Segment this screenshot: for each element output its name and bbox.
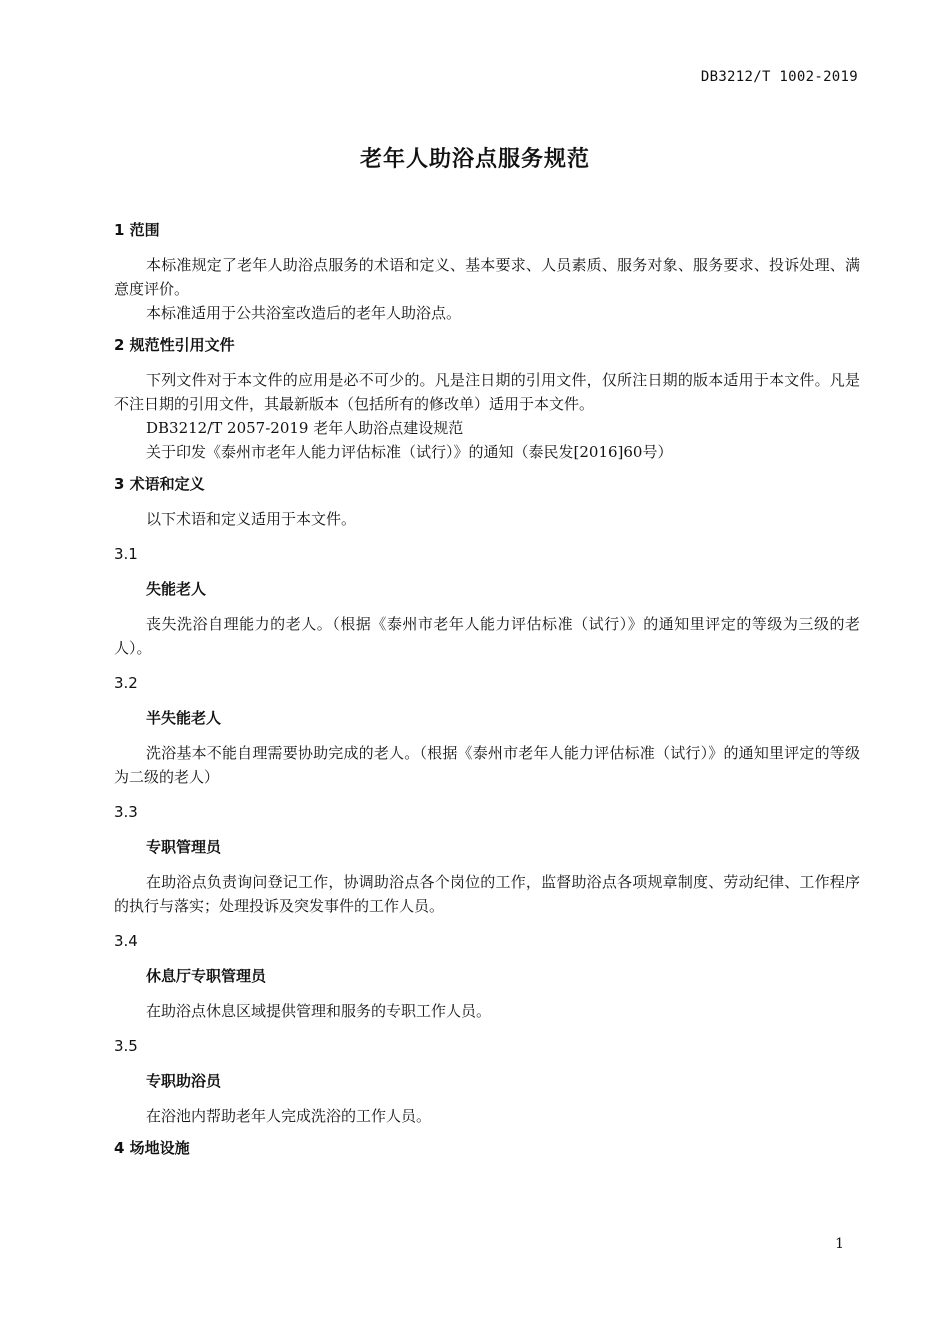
term-definition: 在助浴点负责询问登记工作，协调助浴点各个岗位的工作，监督助浴点各项规章制度、劳动纪律、工作程序的执行与落实；处理投诉及突发事件的工作人员。: [114, 873, 860, 915]
term-name: 半失能老人: [146, 709, 222, 727]
section-heading-normative-references: 2 规范性引用文件: [114, 336, 235, 354]
reference-item-2: 关于印发《泰州市老年人能力评估标准（试行）》的通知（泰民发[2016]60号）: [146, 443, 673, 461]
terms-intro: 以下术语和定义适用于本文件。: [146, 510, 357, 528]
term-name: 专职助浴员: [146, 1072, 222, 1090]
term-name: 休息厅专职管理员: [146, 967, 267, 985]
document-title: 老年人助浴点服务规范: [359, 147, 590, 172]
term-number: 3.4: [114, 932, 138, 950]
scope-paragraph-2: 本标准适用于公共浴室改造后的老年人助浴点。: [146, 304, 462, 322]
standard-code: DB3212/T 1002-2019: [700, 69, 858, 85]
term-number: 3.3: [114, 803, 138, 821]
term-definition: 丧失洗浴自理能力的老人。（根据《泰州市老年人能力评估标准（试行）》的通知里评定的等级为三级的老人）。: [114, 615, 860, 657]
term-definition: 洗浴基本不能自理需要协助完成的老人。（根据《泰州市老年人能力评估标准（试行）》的通知里评定的等级为二级的老人）: [114, 744, 860, 786]
term-number: 3.5: [114, 1037, 138, 1055]
term-definition: 在浴池内帮助老年人完成洗浴的工作人员。: [146, 1107, 432, 1125]
scope-paragraph-1: 本标准规定了老年人助浴点服务的术语和定义、基本要求、人员素质、服务对象、服务要求、投诉处理、满意度评价。: [114, 256, 860, 298]
references-paragraph: 下列文件对于本文件的应用是必不可少的。凡是注日期的引用文件，仅所注日期的版本适用于本文件。凡是不注日期的引用文件，其最新版本（包括所有的修改单）适用于本文件。: [114, 371, 860, 413]
section-heading-terms: 3 术语和定义: [114, 475, 205, 493]
term-name: 失能老人: [146, 580, 207, 598]
document-body: [114, 218, 860, 1171]
term-name: 专职管理员: [146, 838, 222, 856]
term-definition: 在助浴点休息区域提供管理和服务的专职工作人员。: [146, 1002, 492, 1020]
term-number: 3.1: [114, 545, 138, 563]
term-number: 3.2: [114, 674, 138, 692]
section-heading-facilities: 4 场地设施: [114, 1139, 190, 1157]
page-number: 1: [835, 1236, 844, 1252]
section-heading-scope: 1 范围: [114, 221, 160, 239]
reference-item-1: DB3212/T 2057-2019 老年人助浴点建设规范: [146, 419, 464, 437]
